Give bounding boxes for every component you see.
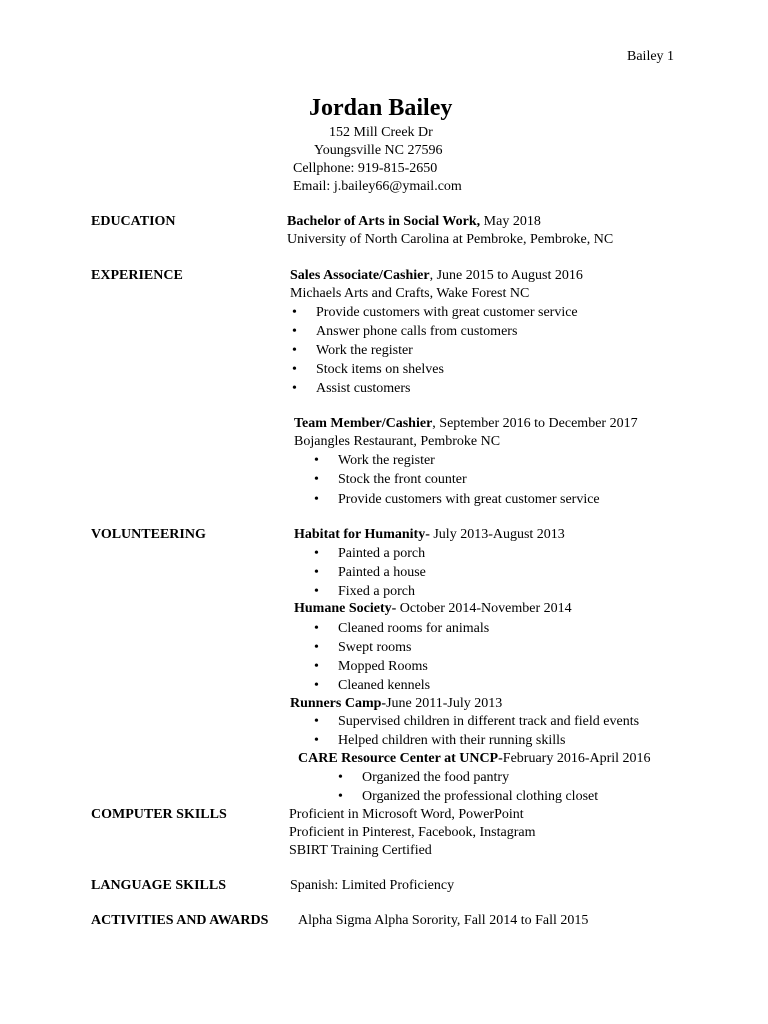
list-item: • Stock the front counter (314, 472, 467, 487)
language-skills-heading: LANGUAGE SKILLS (91, 878, 226, 893)
candidate-name: Jordan Bailey (309, 95, 453, 121)
education-degree: Bachelor of Arts in Social Work, (287, 214, 481, 229)
language-skill-value: Spanish: Limited Proficiency (290, 878, 455, 893)
list-item: • Work the register (292, 343, 413, 358)
list-item: • Fixed a porch (314, 584, 415, 599)
volunteer-dates: July 2013-August 2013 (429, 527, 565, 542)
job-employer: Bojangles Restaurant, Pembroke NC (294, 434, 501, 449)
list-item: • Provide customers with great customer service (292, 305, 578, 320)
job-employer: Michaels Arts and Crafts, Wake Forest NC (290, 286, 530, 301)
list-item: • Organized the food pantry (338, 770, 510, 785)
education-date: May 2018 (480, 214, 541, 229)
job-title-line (294, 415, 638, 432)
page-number-header: Bailey 1 (627, 49, 675, 64)
volunteer-dates: June 2011-July 2013 (386, 696, 503, 711)
list-item: • Answer phone calls from customers (292, 324, 518, 339)
volunteer-org: Habitat for Humanity- (294, 527, 430, 542)
education-degree-line (287, 213, 541, 230)
list-item: • Provide customers with great customer service (314, 492, 600, 507)
job-title: Team Member/Cashier (294, 416, 433, 431)
job-dates: , September 2016 to December 2017 (432, 416, 638, 431)
computer-skills-heading: COMPUTER SKILLS (91, 807, 227, 822)
job-title-line (290, 267, 583, 284)
contact-city: Youngsville NC 27596 (314, 143, 443, 158)
list-item: • Mopped Rooms (314, 659, 428, 674)
activities-value: Alpha Sigma Alpha Sorority, Fall 2014 to Fall 2015 (298, 913, 589, 928)
computer-skill-line: Proficient in Pinterest, Facebook, Instagram (289, 825, 536, 840)
contact-phone: Cellphone: 919-815-2650 (293, 161, 438, 176)
volunteer-org: CARE Resource Center at UNCP- (298, 751, 503, 766)
education-school: University of North Carolina at Pembroke, Pembroke, NC (287, 232, 614, 247)
list-item: • Cleaned rooms for animals (314, 621, 490, 636)
list-item: • Assist customers (292, 381, 411, 396)
volunteer-org: Runners Camp- (290, 696, 387, 711)
computer-skill-line: SBIRT Training Certified (289, 843, 432, 858)
list-item: • Painted a house (314, 565, 426, 580)
list-item: • Swept rooms (314, 640, 412, 655)
volunteer-org-line (294, 526, 565, 543)
volunteer-org: Humane Society- (294, 601, 397, 616)
contact-street: 152 Mill Creek Dr (329, 125, 433, 140)
volunteer-org-line (298, 750, 651, 767)
volunteering-heading: VOLUNTEERING (91, 527, 206, 542)
job-title: Sales Associate/Cashier (290, 268, 430, 283)
activities-heading: ACTIVITIES AND AWARDS (91, 913, 269, 928)
list-item: • Painted a porch (314, 546, 426, 561)
list-item: • Organized the professional clothing closet (338, 789, 599, 804)
list-item: • Helped children with their running skills (314, 733, 566, 748)
education-heading: EDUCATION (91, 214, 176, 229)
list-item: • Stock items on shelves (292, 362, 444, 377)
experience-heading: EXPERIENCE (91, 268, 183, 283)
list-item: • Cleaned kennels (314, 678, 431, 693)
volunteer-dates: February 2016-April 2016 (502, 751, 651, 766)
contact-email: Email: j.bailey66@ymail.com (293, 179, 462, 194)
computer-skill-line: Proficient in Microsoft Word, PowerPoint (289, 807, 524, 822)
list-item: • Work the register (314, 453, 435, 468)
volunteer-dates: October 2014-November 2014 (396, 601, 572, 616)
job-dates: , June 2015 to August 2016 (429, 268, 583, 283)
list-item: • Supervised children in different track and field events (314, 714, 640, 729)
volunteer-org-line (290, 695, 502, 712)
volunteer-org-line (294, 600, 572, 617)
